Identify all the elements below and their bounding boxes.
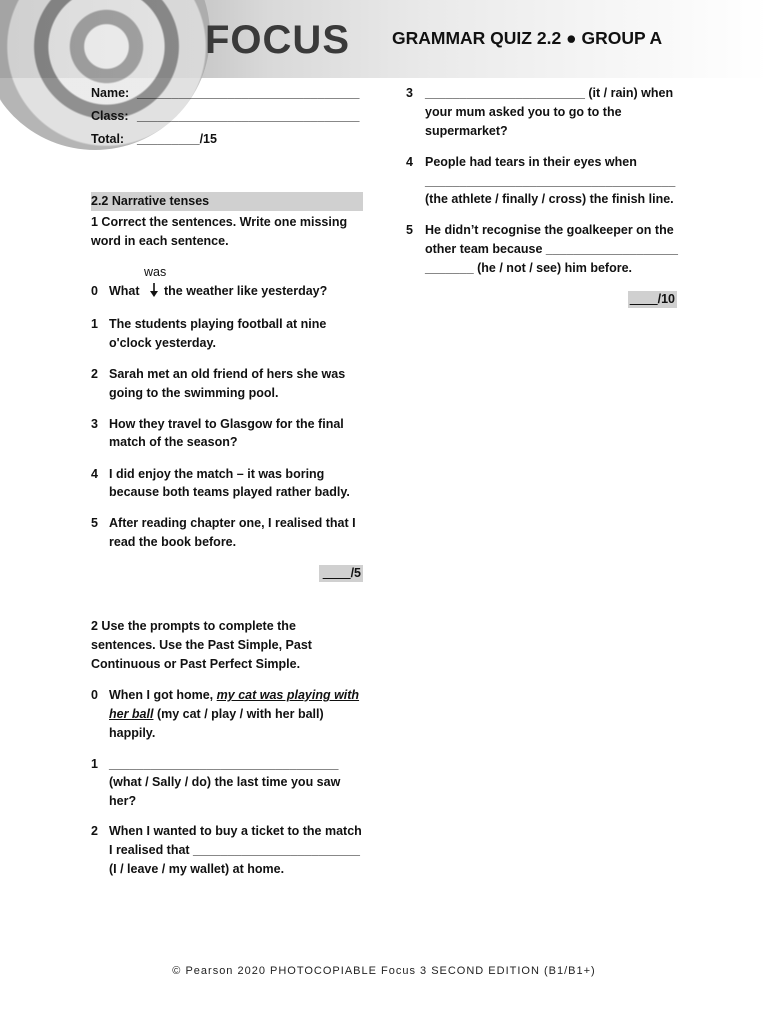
ex2-item-text[interactable]: I realised that ________________________ (109, 843, 360, 857)
ex1-item-text: What (109, 284, 140, 298)
item-number: 3 (406, 86, 413, 100)
score-total: /5 (350, 566, 361, 580)
ex1-item-text: Sarah met an old friend of hers she was (109, 367, 346, 381)
ex2-item-text: supermarket? (425, 124, 508, 138)
item-number: 3 (91, 417, 98, 431)
ex2-item-text[interactable]: _______ (he / not / see) him before. (425, 261, 633, 275)
item-number: 5 (91, 516, 98, 530)
item-number: 2 (91, 824, 98, 838)
class-field[interactable]: ________________________________ (137, 109, 360, 123)
section-heading: 2.2 Narrative tenses (91, 192, 363, 211)
ex1-item-text: read the book before. (109, 535, 237, 549)
arrow-down-icon (149, 282, 159, 298)
item-number: 4 (91, 467, 98, 481)
score-blank: ____ (629, 292, 658, 306)
footer-copyright: © Pearson 2020 PHOTOCOPIABLE Focus 3 SECOND EDITION (B1/B1+) (172, 965, 596, 977)
ex2-instruction: Continuous or Past Perfect Simple. (91, 657, 301, 671)
ex2-instruction: 2 Use the prompts to complete the (91, 619, 296, 633)
ex2-item-text: (I / leave / my wallet) at home. (109, 862, 285, 876)
ex2-item-text: (what / Sally / do) the last time you saw (109, 775, 341, 789)
name-label: Name: (91, 86, 130, 100)
ex1-score-box[interactable] (319, 565, 363, 582)
item-number: 2 (91, 367, 98, 381)
example-answer: my cat was playing with (216, 688, 360, 702)
ex2-item-text: happily. (109, 726, 156, 740)
inserted-word: was (144, 265, 167, 279)
item-number: 5 (406, 223, 413, 237)
ex1-item-text: After reading chapter one, I realised that I (109, 516, 356, 530)
ex1-instruction: 1 Correct the sentences. Write one missing (91, 215, 348, 229)
ex2-item-text: When I got home, (109, 688, 214, 702)
name-field[interactable]: ________________________________ (137, 86, 360, 100)
item-number: 1 (91, 757, 98, 771)
answer-blank[interactable]: _________________________________ (109, 757, 339, 771)
focus-logo: FOCUS (205, 18, 350, 62)
ex1-instruction: word in each sentence. (91, 234, 229, 248)
quiz-title: GRAMMAR QUIZ 2.2 ● GROUP A (392, 28, 663, 48)
class-label: Class: (91, 109, 129, 123)
ex2-item-text[interactable]: other team because ___________________ (425, 242, 678, 256)
score-total: /10 (657, 292, 675, 306)
item-number: 0 (91, 284, 98, 298)
ex2-item-text: When I wanted to buy a ticket to the match (109, 824, 362, 838)
ex1-item-text: because both teams played rather badly. (109, 485, 350, 499)
example-answer: her ball (109, 707, 154, 721)
score-blank: ____ (322, 566, 351, 580)
decorative-disc-image (0, 0, 210, 150)
ex1-item-text: going to the swimming pool. (109, 386, 279, 400)
ex2-item-text[interactable]: _______________________ (it / rain) when (425, 86, 674, 100)
ex1-item-text: I did enjoy the match – it was boring (109, 467, 325, 481)
ex1-item-text: match of the season? (109, 435, 238, 449)
total-label: Total: (91, 132, 125, 146)
ex2-item-text: (the athlete / finally / cross) the finish line. (425, 192, 674, 206)
ex2-instruction: sentences. Use the Past Simple, Past (91, 638, 312, 652)
ex1-item-text: The students playing football at nine (109, 317, 327, 331)
item-number: 1 (91, 317, 98, 331)
answer-blank[interactable]: ____________________________________ (425, 174, 676, 188)
ex1-item-text: o'clock yesterday. (109, 336, 216, 350)
header-banner (0, 0, 768, 78)
ex2-item-text: her? (109, 794, 137, 808)
ex2-item-text: your mum asked you to go to the (425, 105, 622, 119)
item-number: 4 (406, 155, 413, 169)
ex1-item-text: the weather like yesterday? (164, 284, 328, 298)
ex2-item-text: People had tears in their eyes when (425, 155, 637, 169)
item-number: 0 (91, 688, 98, 702)
ex2-score-box[interactable] (628, 291, 677, 308)
ex1-item-text: How they travel to Glasgow for the final (109, 417, 344, 431)
ex2-item-text: He didn’t recognise the goalkeeper on the (425, 223, 674, 237)
ex2-item-text: (my cat / play / with her ball) (156, 707, 324, 721)
total-field[interactable]: _________/15 (137, 132, 217, 146)
